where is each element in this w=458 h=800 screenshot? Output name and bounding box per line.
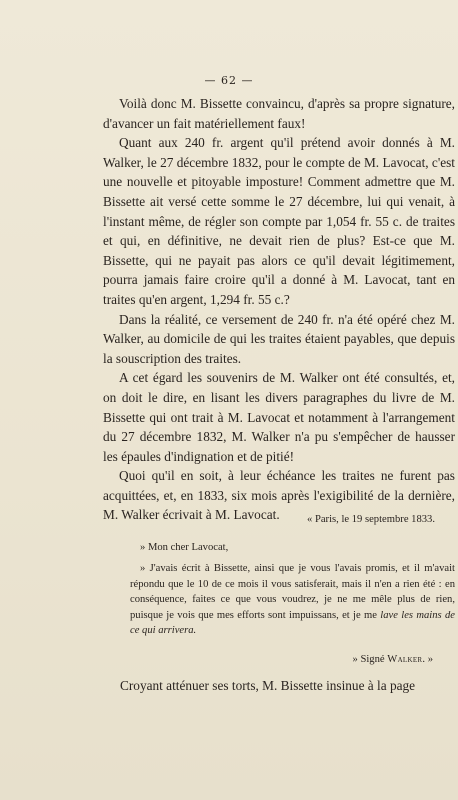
paragraph: Dans la réalité, ce versement de 240 fr. n'a été opéré chez M. Walker, au domicile de qui les traites étaient payables, que depuis la souscription des traites. [103, 311, 455, 366]
letter-signature [130, 652, 455, 668]
signature-name: Walker [387, 653, 423, 665]
paragraph: Quant aux 240 fr. argent qu'il prétend avoir donnés à M. Walker, le 27 décembre 1832, pour le compte de M. Lavocat, c'est une nouvelle et pitoyable imposture! Comment admettre que M. Bissette ait versé cette somme le 27 décembre, lui qui venait, à l'instant même, de régler son compte par 1,054 fr. 55 c. de traites et qui, en définitive, ne devait rien de plus? Est-ce que M. Bissette, qui ne payait pas alors ce qu'il devait légitimement, pourra jamais faire croire qu'il a donné à M. Lavocat, tant en traites qu'en argent, 1,294 fr. 55 c.? [103, 135, 455, 307]
paragraph: Voilà donc M. Bissette convaincu, d'après sa propre signature, d'avancer un fait matériellement faux! [103, 96, 455, 131]
signature-suffix: . » [422, 653, 433, 665]
paragraph: A cet égard les souvenirs de M. Walker ont été consultés, et, on doit le dire, en lisant les divers paragraphes du livre de M. Bissette qui ont trait à M. Lavocat et notamment à l'arrangement du 27 décembre 1832, M. Walker n'a pu s'empêcher de hausser les épaules d'indignation et de pitié! [103, 370, 455, 464]
letter-body-text: » J'avais écrit à Bissette, ainsi que je vous l'avais promis, et il m'avait répondu que le 10 de ce mois il vous satisferait, mais il n'en a rien été : en conséquence, faites ce que vous voudrez, je ne me mêle plus de rien, puisque je vois que mes efforts sont impuissans, et je me [130, 563, 455, 621]
letter-dateline: « Paris, le 19 septembre 1833. [307, 514, 435, 525]
page-number: — 62 — [204, 74, 254, 87]
letter-salutation: » Mon cher Lavocat, [140, 541, 229, 553]
paragraph: Quoi qu'il en soit, à leur échéance les traites ne furent pas acquittées, et, en 1833, six mois après l'exigibilité de la dernière, M. Walker écrivait à M. Lavocat. [103, 468, 455, 523]
continuation-line: Croyant atténuer ses torts, M. Bissette insinue à la page [120, 678, 416, 693]
quoted-letter [130, 512, 455, 667]
letter-body [130, 561, 455, 639]
main-text [103, 94, 455, 525]
letter-body-italic: lave les mains de ce qui arrivera. [130, 609, 455, 636]
signature-prefix: » Signé [352, 653, 388, 665]
